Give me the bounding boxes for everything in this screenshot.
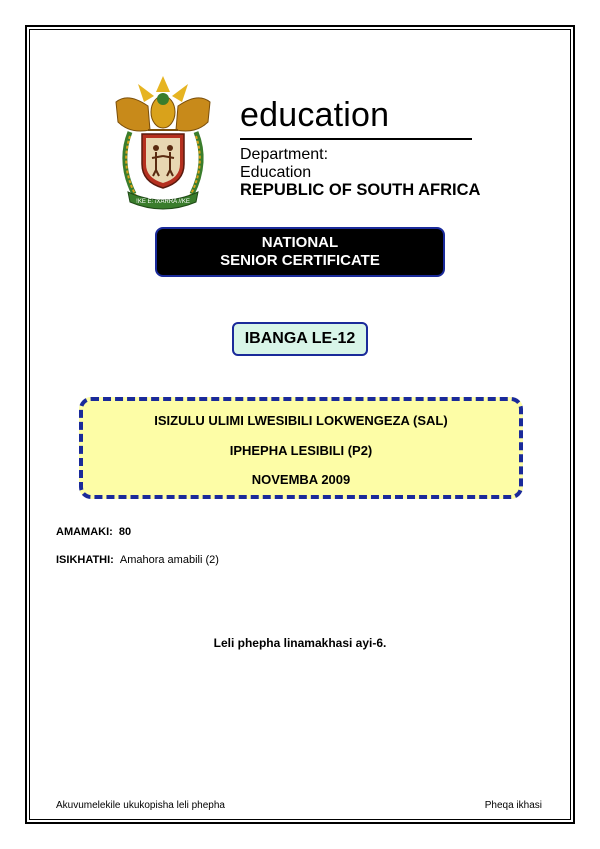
department-name: Education bbox=[240, 164, 312, 181]
country-name: REPUBLIC OF SOUTH AFRICA bbox=[240, 181, 481, 199]
certificate-line-1: NATIONAL bbox=[261, 234, 339, 251]
grade-badge: IBANGA LE-12 bbox=[232, 322, 368, 356]
time-row bbox=[56, 554, 219, 566]
time-value: Amahora amabili (2) bbox=[119, 554, 219, 566]
certificate-banner bbox=[155, 227, 445, 277]
time-label: ISIKHATHI: bbox=[56, 554, 114, 566]
department-logo bbox=[96, 62, 496, 222]
department-label: Department: bbox=[240, 146, 329, 163]
marks-label: AMAMAKI: bbox=[56, 526, 113, 538]
marks-value: 80 bbox=[118, 526, 132, 538]
coat-of-arms-icon bbox=[108, 72, 218, 212]
subject-panel bbox=[79, 397, 523, 499]
exam-date: NOVEMBA 2009 bbox=[251, 472, 351, 487]
brand-rule bbox=[240, 138, 472, 140]
brand-word: education bbox=[240, 96, 390, 134]
turn-page-note: Pheqa ikhasi bbox=[484, 800, 542, 811]
certificate-line-2: SENIOR CERTIFICATE bbox=[220, 252, 380, 269]
page-count-note: Leli phepha linamakhasi ayi-6. bbox=[213, 636, 387, 650]
paper-number: IPHEPHA LESIBILI (P2) bbox=[229, 443, 373, 458]
marks-row bbox=[56, 526, 131, 538]
copyright-note: Akuvumelekile ukukopisha leli phepha bbox=[56, 800, 225, 811]
subject-title: ISIZULU ULIMI LWESIBILI LOKWENGEZA (SAL) bbox=[154, 413, 448, 428]
svg-text:!KE E: /XARRA //KE: !KE E: /XARRA //KE bbox=[136, 199, 190, 205]
